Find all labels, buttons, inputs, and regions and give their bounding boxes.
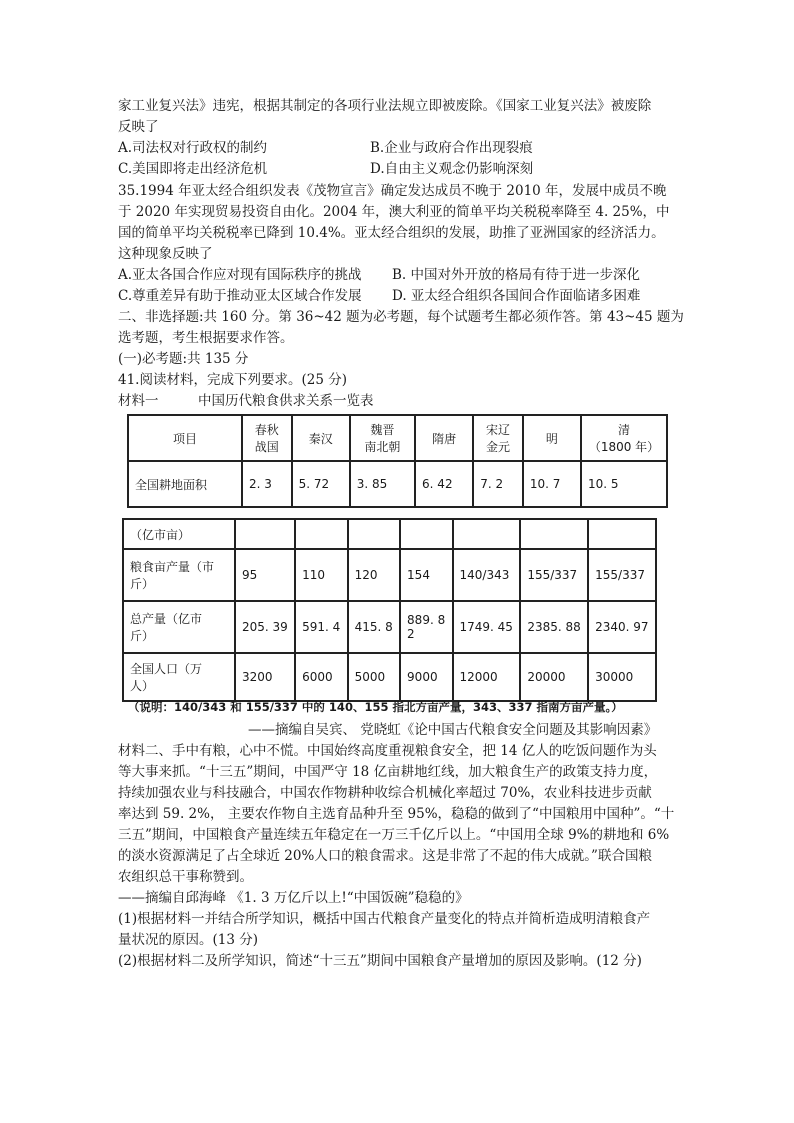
table-cell: 120: [348, 549, 400, 601]
material2-line-3: 持续加强农业与科技融合，中国农作物耕种收综合机械化率超过 70%，农业科技进步贡献: [118, 785, 652, 801]
table-cell: 5. 72: [292, 461, 350, 507]
table-row: [128, 461, 667, 507]
table-cell: 95: [235, 549, 295, 601]
table-header-cell: 清 （1800 年）: [581, 415, 667, 461]
q35-option-d: D. 亚太经合组织各国间合作面临诸多困难: [392, 288, 641, 304]
material2-source: ——摘编自邱海峰 《1. 3 万亿斤以上!“中国饭碗”稳稳的》: [118, 890, 469, 906]
material2-line-7: 农组织总干事称赞到。: [118, 869, 253, 885]
table-cell: 30000: [588, 653, 656, 701]
material1-title: 中国历代粮食供求关系一览表: [198, 393, 374, 409]
table-cell: 415. 8: [348, 601, 400, 653]
table-header-row: [128, 415, 667, 461]
table-cell: 889. 8 2: [400, 601, 452, 653]
table-cell: 140/343: [453, 549, 521, 601]
table-cell: 10. 5: [581, 461, 667, 507]
table-cell: 7. 2: [473, 461, 523, 507]
table-cell: 12000: [453, 653, 521, 701]
table-cell: 20000: [520, 653, 588, 701]
table-cell: 9000: [400, 653, 452, 701]
table-cell: [453, 519, 521, 549]
table-cell: 6000: [295, 653, 347, 701]
table-cell: [588, 519, 656, 549]
table-cell: 591. 4: [295, 601, 347, 653]
table-cell: 155/337: [520, 549, 588, 601]
table-cell: 2340. 97: [588, 601, 656, 653]
table-cell: [400, 519, 452, 549]
table-header-cell: 明: [523, 415, 581, 461]
q34-option-b: B.企业与政府合作出现裂痕: [370, 140, 533, 156]
material1-label: 材料一: [118, 393, 159, 409]
q35-option-b: B. 中国对外开放的格局有待于进一步深化: [392, 267, 641, 283]
table-cell: [520, 519, 588, 549]
question-2: (2)根据材料二及所学知识，简述“十三五”期间中国粮食产量增加的原因及影响。(12 分): [118, 953, 642, 969]
table-header-cell: 魏晋 南北朝: [350, 415, 415, 461]
material2-line-5: 三五”期间，中国粮食产量连续五年稳定在一万三千亿斤以上。“中国用全球 9%的耕地和 6%: [118, 827, 670, 843]
table-header-cell: 宋辽 金元: [473, 415, 523, 461]
table-header-cell: 秦汉: [292, 415, 350, 461]
q35-line-2: 于 2020 年实现贸易投资自由化。2004 年，澳大利亚的简单平均关税税率降至 4. 25%，中: [118, 204, 670, 220]
table-header-cell: 隋唐: [415, 415, 473, 461]
q35-option-c: C.尊重差异有助于推动亚太区域合作发展: [118, 288, 362, 304]
q34-option-d: D.自由主义观念仍影响深刻: [370, 161, 534, 177]
table-row: [123, 653, 656, 701]
q34-option-c: C.美国即将走出经济危机: [118, 161, 268, 177]
row-label: 全国人口（万 人）: [123, 653, 235, 701]
q35-line-3: 国的简单平均关税税率已降到 10.4%。亚太经合组织的发展，助推了亚洲国家的经济活力。: [118, 225, 665, 241]
unit-cell: （亿市亩）: [123, 519, 235, 549]
table-row: [123, 601, 656, 653]
material2-line-1: 材料二、手中有粮，心中不慌。中国始终高度重视粮食安全，把 14 亿人的吃饭问题作为头: [118, 743, 657, 759]
table-cell: [295, 519, 347, 549]
table-cell: 205. 39: [235, 601, 295, 653]
table-cell: [348, 519, 400, 549]
material2-line-2: 等大事来抓。“十三五”期间，中国严守 18 亿亩耕地红线，加大粮食生产的政策支持力度，: [118, 764, 658, 780]
material1-source: ——摘编自吴宾、 党晓虹《论中国古代粮食安全问题及其影响因素》: [248, 722, 658, 738]
question-1-line-2: 量状况的原因。(13 分): [118, 932, 259, 948]
table-header-cell: 春秋 战国: [242, 415, 292, 461]
table-cell: 1749. 45: [453, 601, 521, 653]
q34-line-1: 家工业复兴法》违宪，根据其制定的各项行业法规立即被废除。《国家工业复兴法》被废除: [118, 98, 652, 114]
q34-option-a: A.司法权对行政权的制约: [118, 140, 268, 156]
table-note: （说明：140/343 和 155/337 中的 140、155 指北方亩产量，343、337 指南方亩产量。）: [128, 700, 623, 714]
table-cell: 2. 3: [242, 461, 292, 507]
table-cell: 154: [400, 549, 452, 601]
row-label: 总产量（亿市 斤）: [123, 601, 235, 653]
arable-land-table: [127, 414, 668, 508]
section2-line-3: (一)必考题:共 135 分: [118, 351, 249, 367]
table-row: [123, 519, 656, 549]
table-header-cell: 项目: [128, 415, 242, 461]
table-cell: 10. 7: [523, 461, 581, 507]
section2-line-1: 二、非选择题:共 160 分。第 36~42 题为必考题，每个试题考生都必须作答。第 43~45 题为: [118, 309, 684, 325]
table-cell: [235, 519, 295, 549]
material2-line-6: 的淡水资源满足了占全球近 20%人口的粮食需求。这是非常了不起的伟大成就。”联合国粮: [118, 848, 652, 864]
table-cell: 3. 85: [350, 461, 415, 507]
table-cell: 6. 42: [415, 461, 473, 507]
grain-production-table: [122, 518, 657, 702]
q35-line-4: 这种现象反映了: [118, 246, 213, 262]
material2-line-4: 率达到 59. 2%， 主要农作物自主选育品种升至 95%，稳稳的做到了“中国粮用中国种”。“十: [118, 806, 675, 822]
q35-option-a: A.亚太各国合作应对现有国际秩序的挑战: [118, 267, 362, 283]
row-label: 粮食亩产量（市 斤）: [123, 549, 235, 601]
q41-intro: 41.阅读材料，完成下列要求。(25 分): [118, 372, 347, 388]
question-1-line-1: (1)根据材料一并结合所学知识，概括中国古代粮食产量变化的特点并简析造成明清粮食产: [118, 911, 651, 927]
table-row-label: 全国耕地面积: [128, 461, 242, 507]
q34-line-2: 反映了: [118, 119, 159, 135]
table-cell: 5000: [348, 653, 400, 701]
q35-line-1: 35.1994 年亚太经合组织发表《茂物宣言》确定发达成员不晚于 2010 年，发展中成员不晚: [118, 183, 667, 199]
section2-line-2: 选考题，考生根据要求作答。: [118, 330, 294, 346]
table-cell: 110: [295, 549, 347, 601]
table-cell: 2385. 88: [520, 601, 588, 653]
table-row: [123, 549, 656, 601]
table-cell: 3200: [235, 653, 295, 701]
table-cell: 155/337: [588, 549, 656, 601]
